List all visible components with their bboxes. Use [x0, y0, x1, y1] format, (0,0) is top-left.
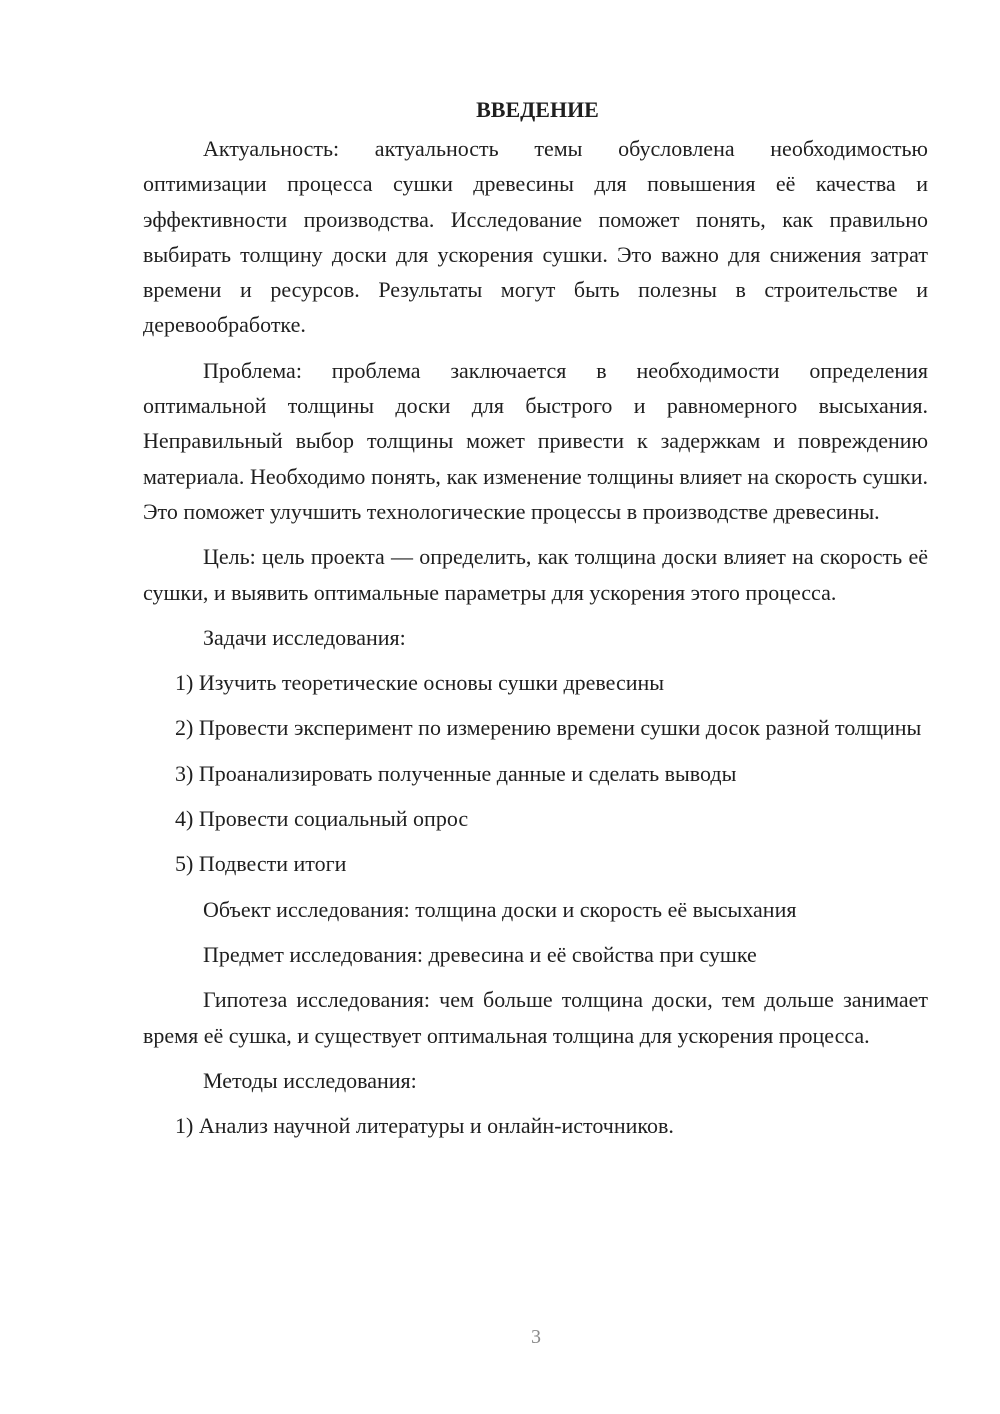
page-number: 3: [531, 1326, 541, 1348]
subject-paragraph: Предмет исследования: древесина и её свойства при сушке: [203, 941, 757, 967]
tasks-heading: Задачи исследования:: [203, 624, 406, 650]
goal-paragraph: Цель: цель проекта — определить, как толщина доски влияет на скорость её сушки, и выявить оптимальные параметры для ускорения этого процесса.: [143, 544, 928, 605]
task-item-3: 3) Проанализировать полученные данные и сделать выводы: [175, 760, 737, 786]
task-item-2: 2) Провести эксперимент по измерению времени сушки досок разной толщины: [175, 715, 922, 741]
task-item-1: 1) Изучить теоретические основы сушки древесины: [175, 670, 665, 696]
problem-paragraph: Проблема: проблема заключается в необходимости определения оптимальной толщины доски для быстрого и равномерного высыхания. Неправильный выбор толщины может привести к задержкам и повреждению материала. Необходимо понять, как изменение толщины влияет на скорость сушки. Это поможет улучшить технологические процессы в производстве древесины.: [143, 357, 928, 524]
page-title: ВВЕДЕНИЕ: [476, 97, 599, 122]
hypothesis-paragraph: Гипотеза исследования: чем больше толщина доски, тем дольше занимает время её сушка, и существует оптимальная толщина для ускорения процесса.: [143, 987, 928, 1048]
task-item-4: 4) Провести социальный опрос: [175, 806, 469, 832]
methods-heading: Методы исследования:: [203, 1067, 417, 1093]
page-content: [143, 92, 928, 1153]
relevance-paragraph: Актуальность: актуальность темы обусловлена необходимостью оптимизации процесса сушки древесины для повышения её качества и эффективности производства. Исследование поможет понять, как правильно выбирать толщину доски для ускорения сушки. Это важно для снижения затрат времени и ресурсов. Результаты могут быть полезны в строительстве и деревообработке.: [143, 136, 928, 338]
method-item-1: 1) Анализ научной литературы и онлайн-источников.: [175, 1113, 674, 1139]
object-paragraph: Объект исследования: толщина доски и скорость её высыхания: [203, 896, 797, 922]
task-item-5: 5) Подвести итоги: [175, 851, 347, 877]
